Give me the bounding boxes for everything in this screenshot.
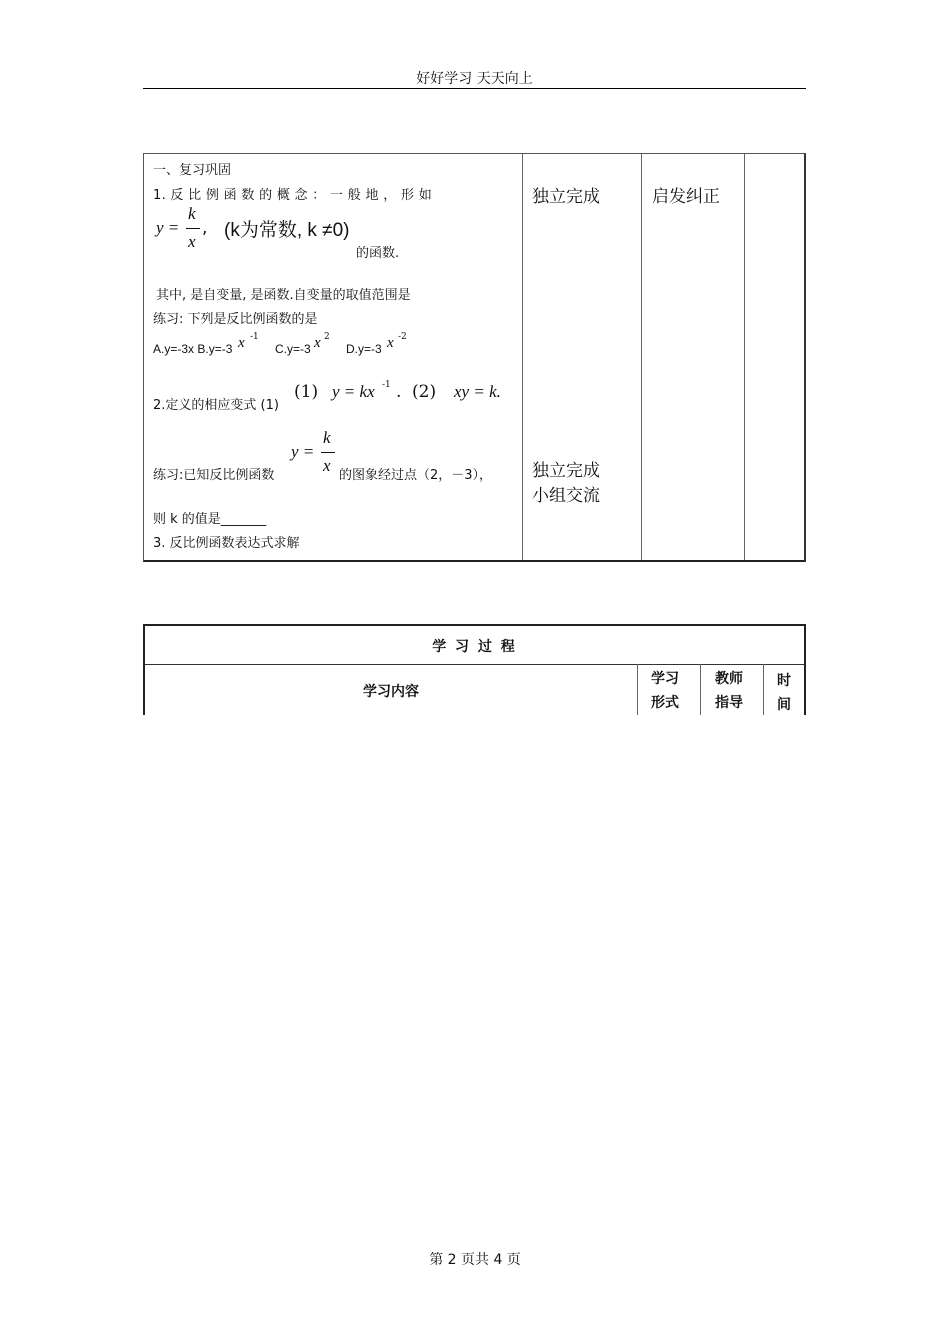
practice2-numerator: k (323, 428, 331, 447)
practice2-formula-lhs: y = (291, 442, 315, 461)
practice2-suffix: 的图象经过点（2，－3）， (339, 468, 493, 483)
header-time-1: 时 (777, 673, 791, 689)
table-title: 学 习 过 程 (432, 639, 517, 655)
page-header: 好好学习 天天向上 (416, 71, 533, 87)
option-c-var: x (314, 335, 321, 351)
practice2-denominator: x (323, 456, 331, 475)
formula-lhs: y = (156, 218, 180, 237)
formula-tail: 的函数. (356, 246, 400, 261)
header-learning-content: 学习内容 (363, 684, 419, 700)
learning-form-2a: 独立完成 (532, 461, 600, 481)
column-divider (522, 154, 523, 560)
header-rule (143, 88, 806, 89)
fraction-bar (186, 228, 200, 229)
option-d-exponent: -2 (398, 332, 407, 342)
column-divider (641, 154, 642, 560)
option-b-var: x (238, 335, 245, 351)
option-c: C.y=-3 (275, 342, 311, 356)
header-teacher-1: 教师 (715, 671, 743, 687)
learning-process-table (143, 624, 806, 715)
k-value-line: 则 k 的值是_______ (153, 512, 267, 527)
column-divider (700, 664, 701, 715)
item-3: 3. 反比例函数表达式求解 (153, 536, 300, 551)
variant1-number: (1) (294, 382, 319, 402)
header-teacher-2: 指导 (715, 695, 743, 711)
column-divider (744, 154, 745, 560)
variant1-exponent: -1 (382, 380, 391, 390)
column-divider (637, 664, 638, 715)
learning-form-1: 独立完成 (532, 187, 600, 207)
column-divider (763, 664, 764, 715)
header-learning-form-1: 学习 (651, 671, 679, 687)
option-d-var: x (387, 335, 394, 351)
option-b-exponent: -1 (250, 332, 259, 342)
teacher-guidance: 启发纠正 (652, 187, 720, 207)
practice-question-1: 练习: 下列是反比例函数的是 (153, 312, 318, 327)
variant1-expression: y = kx (332, 382, 375, 401)
option-c-exponent: 2 (324, 332, 330, 342)
section-title: 一、复习巩固 (153, 163, 232, 178)
formula-numerator: k (188, 204, 196, 223)
header-time-2: 间 (777, 697, 791, 713)
option-d: D.y=-3 (346, 342, 382, 356)
variant-label: 2.定义的相应变式 (1) (153, 398, 279, 413)
page-number: 第 2 页共 4 页 (429, 1252, 521, 1268)
practice2-prefix: 练习:已知反比例函数 (153, 468, 275, 483)
table-title-row (145, 626, 804, 665)
concept-line: 1. 反 比 例 函 数 的 概 念 ： 一 般 地 ， 形 如 (153, 188, 432, 203)
header-learning-form-2: 形式 (651, 695, 679, 711)
variant2-expression: xy = k. (454, 382, 501, 401)
practice2-fraction-bar (321, 452, 335, 453)
variant2-number: (2) (412, 382, 437, 402)
review-table: 一、复习巩固 1. 反 比 例 函 数 的 概 念 ： 一 般 地 ， 形 如 y = k x , (k为常数, k ≠0) 的函数. 其中, 是自变量, 是函数.自变量的取值范围是 练习: 下列是反比例函数的是 A.y=-3x B.y=-3 x -1 C.y=-3 x 2 D.y=-3 x -2 2.定义的相应变式 (1) (1) y = kx -1 . (2) xy = k. y = k x 练习:已知反比例函数 的图象经过点（2，－3）， 则 k 的值是_______ 3. 反比例函数表达式求解 独立完成 启发纠正 独立完成 小组交流 (143, 153, 806, 562)
formula-condition: (k为常数, k ≠0) (224, 220, 350, 241)
option-a-b: A.y=-3x B.y=-3 (153, 342, 233, 356)
formula-denominator: x (188, 232, 196, 251)
learning-form-2b: 小组交流 (532, 486, 600, 506)
variables-line: 其中, 是自变量, 是函数.自变量的取值范围是 (156, 288, 411, 303)
